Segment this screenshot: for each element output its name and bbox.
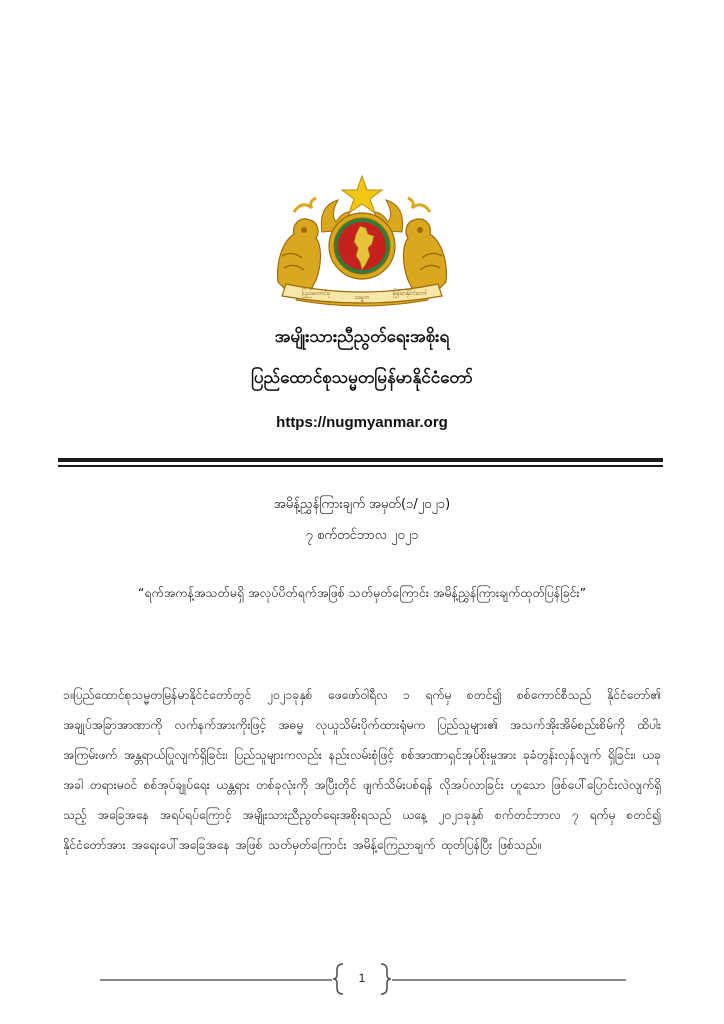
left-brace-icon	[332, 962, 346, 996]
country-title: ပြည်ထောင်စုသမ္မတမြန်မာနိုင်ငံတော်	[251, 368, 473, 388]
left-lion-icon	[278, 198, 321, 290]
emblem-scroll-left: ပြည်ထောင်စု	[301, 290, 331, 297]
reference-number: အမိန့်ညွှန်ကြားချက် အမှတ်(၁/၂၀၂၁)	[273, 497, 451, 512]
organization-title: အမျိုးသားညီညွတ်ရေးအစိုးရ	[274, 327, 450, 347]
header-divider-thick	[58, 458, 663, 462]
emblem-scroll-center: သမ္မတ	[354, 294, 370, 301]
body-paragraph: ၁။ပြည်ထောင်စုသမ္မတမြန်မာနိုင်ငံတော်တွင် ၂၀၂၁ခုနှစ် ဖေဖော်ဝါရီလ ၁ ရက်မှ စတင်၍ စစ်ကောင်စီသည် နိုင်ငံတော်၏ အချုပ်အခြာအာဏာကို လက်နက်အားကိုးဖြင့် အဓမ္မ လုယူသိမ်းပိုက်ထားရုံမက ပြည်သူများ၏ အသက်အိုးအိမ်စည်းစိမ်ကို ထိပါး အကြမ်းဖက် အန္တရာယ်ပြုလျက်ရှိခြင်း၊ ပြည်သူများကလည်း နည်းလမ်းစုံဖြင့် စစ်အာဏာရှင်အုပ်စိုးမှုအား ခုခံတွန်းလှန်လျက် ရှိခြင်း၊ ယခုအခါ တရားမဝင် စစ်အုပ်ချုပ်ရေး ယန္တရား တစ်ခုလုံးကို အပြီးတိုင် ဖျက်သိမ်းပစ်ရန် လိုအပ်လာခြင်း ဟူသော ဖြစ်ပေါ်ပြောင်းလဲလျက်ရှိသည့် အခြေအနေ အရပ်ရပ်ကြောင့် အမျိုးသားညီညွတ်ရေးအစိုးရသည် ယနေ့ ၂၀၂၁ခုနှစ် စက်တင်ဘာလ ၇ ရက်မှ စတင်၍ နိုင်ငံတော်အား အရေးပေါ်အခြေအနေ အဖြစ် သတ်မှတ်ကြောင်း အမိန့်ကြေညာချက် ထုတ်ပြန်ပြီး ဖြစ်သည်။	[63, 688, 661, 852]
page-number: 1	[358, 971, 366, 985]
announcement-date: ၇ စက်တင်ဘာလ ၂၀၂၁	[305, 528, 419, 543]
announcement-subject: “ရက်အကန့်အသတ်မရှိ အလုပ်ပိတ်ရက်အဖြစ် သတ်မှတ်ကြောင်း အမိန့်ညွှန်ကြားချက်ထုတ်ပြန်ခြင်း”	[137, 585, 587, 600]
footer-rule-right	[392, 979, 626, 981]
right-brace-icon	[378, 962, 392, 996]
footer-rule-left	[100, 979, 332, 981]
emblem-scroll-right: မြန်မာနိုင်ငံတော်	[392, 290, 428, 297]
website-link[interactable]: https://nugmyanmar.org	[276, 414, 448, 431]
state-emblem-seal	[272, 172, 452, 312]
header-divider-thin	[58, 465, 663, 467]
star-icon	[342, 176, 382, 213]
right-lion-icon	[404, 198, 447, 290]
